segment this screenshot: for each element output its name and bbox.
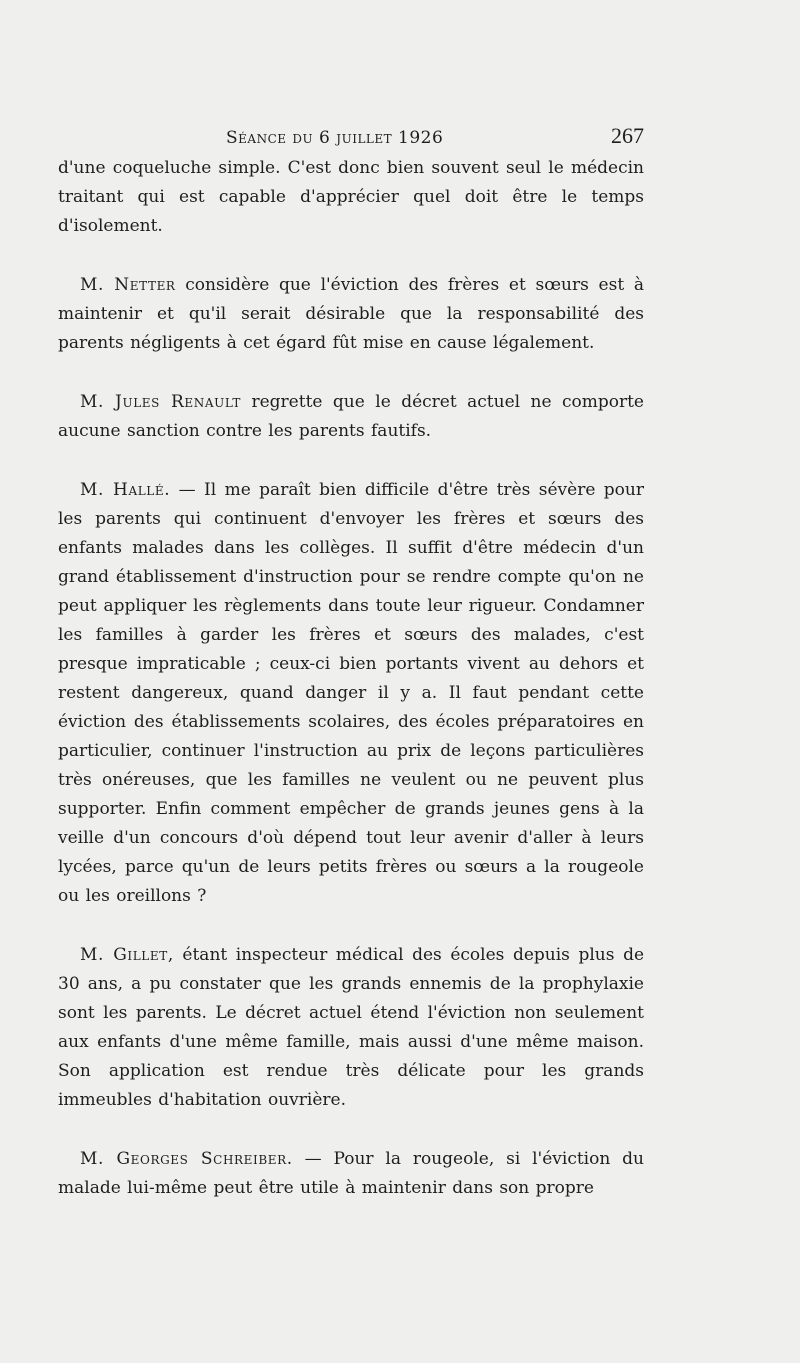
paragraph-text: d'une coqueluche simple. C'est donc bien souvent seul le médecin traitant qui est capable d'apprécier quel doit être le temps d'isolement.	[58, 158, 644, 236]
book-page	[58, 118, 644, 1203]
paragraph-renault	[58, 388, 644, 446]
paragraph-netter	[58, 271, 644, 358]
running-title: Séance du 6 juillet 1926	[226, 128, 444, 148]
paragraph-text: — Pour la rougeole, si l'éviction du malade lui-même peut être utile à maintenir dans son propre	[58, 1149, 644, 1198]
paragraph-schreiber	[58, 1145, 644, 1203]
speaker-name: M. Hallé.	[80, 480, 171, 500]
paragraph-text: — Il me paraît bien difficile d'être très sévère pour les parents qui continuent d'envoyer les frères et sœurs des enfants malades dans les collèges. Il suffit d'être médecin d'un grand établissement d'instruction pour se rendre compte qu'on ne peut appliquer les règlements dans toute leur rigueur. Condamner les familles à garder les frères et sœurs des malades, c'est presque impraticable ; ceux-ci bien portants vivent au dehors et restent dangereux, quand danger il y a. Il faut pendant cette éviction des établissements scolaires, des écoles préparatoires en particulier, continuer l'instruction au prix de leçons particulières très onéreuses, que les familles ne veulent ou ne peuvent plus supporter. Enfin comment empêcher de grands jeunes gens à la veille d'un concours d'où dépend tout leur avenir d'aller à leurs lycées, parce qu'un de leurs petits frères ou sœurs a la rougeole ou les oreillons ?	[58, 480, 644, 906]
running-head	[58, 118, 644, 154]
paragraph-text: considère que l'éviction des frères et sœurs est à maintenir et qu'il serait désirable que la responsabilité des parents négligents à cet égard fût mise en cause légalement.	[58, 275, 644, 353]
paragraph-continuation	[58, 154, 644, 241]
paragraph-halle	[58, 476, 644, 911]
speaker-name: M. Netter	[80, 275, 176, 295]
page-number: 267	[611, 123, 644, 148]
paragraph-text: regrette que le décret actuel ne comporte aucune sanction contre les parents fautifs.	[58, 392, 644, 441]
speaker-name: M. Jules Renault	[80, 392, 242, 412]
speaker-name: M. Georges Schreiber.	[80, 1149, 293, 1169]
speaker-name: M. Gillet,	[80, 945, 174, 965]
paragraph-gillet	[58, 941, 644, 1115]
paragraph-text: étant inspecteur médical des écoles depuis plus de 30 ans, a pu constater que les grands ennemis de la prophylaxie sont les parents. Le décret actuel étend l'éviction non seulement aux enfants d'une même famille, mais aussi d'une même maison. Son application est rendue très délicate pour les grands immeubles d'habitation ouvrière.	[58, 945, 645, 1110]
